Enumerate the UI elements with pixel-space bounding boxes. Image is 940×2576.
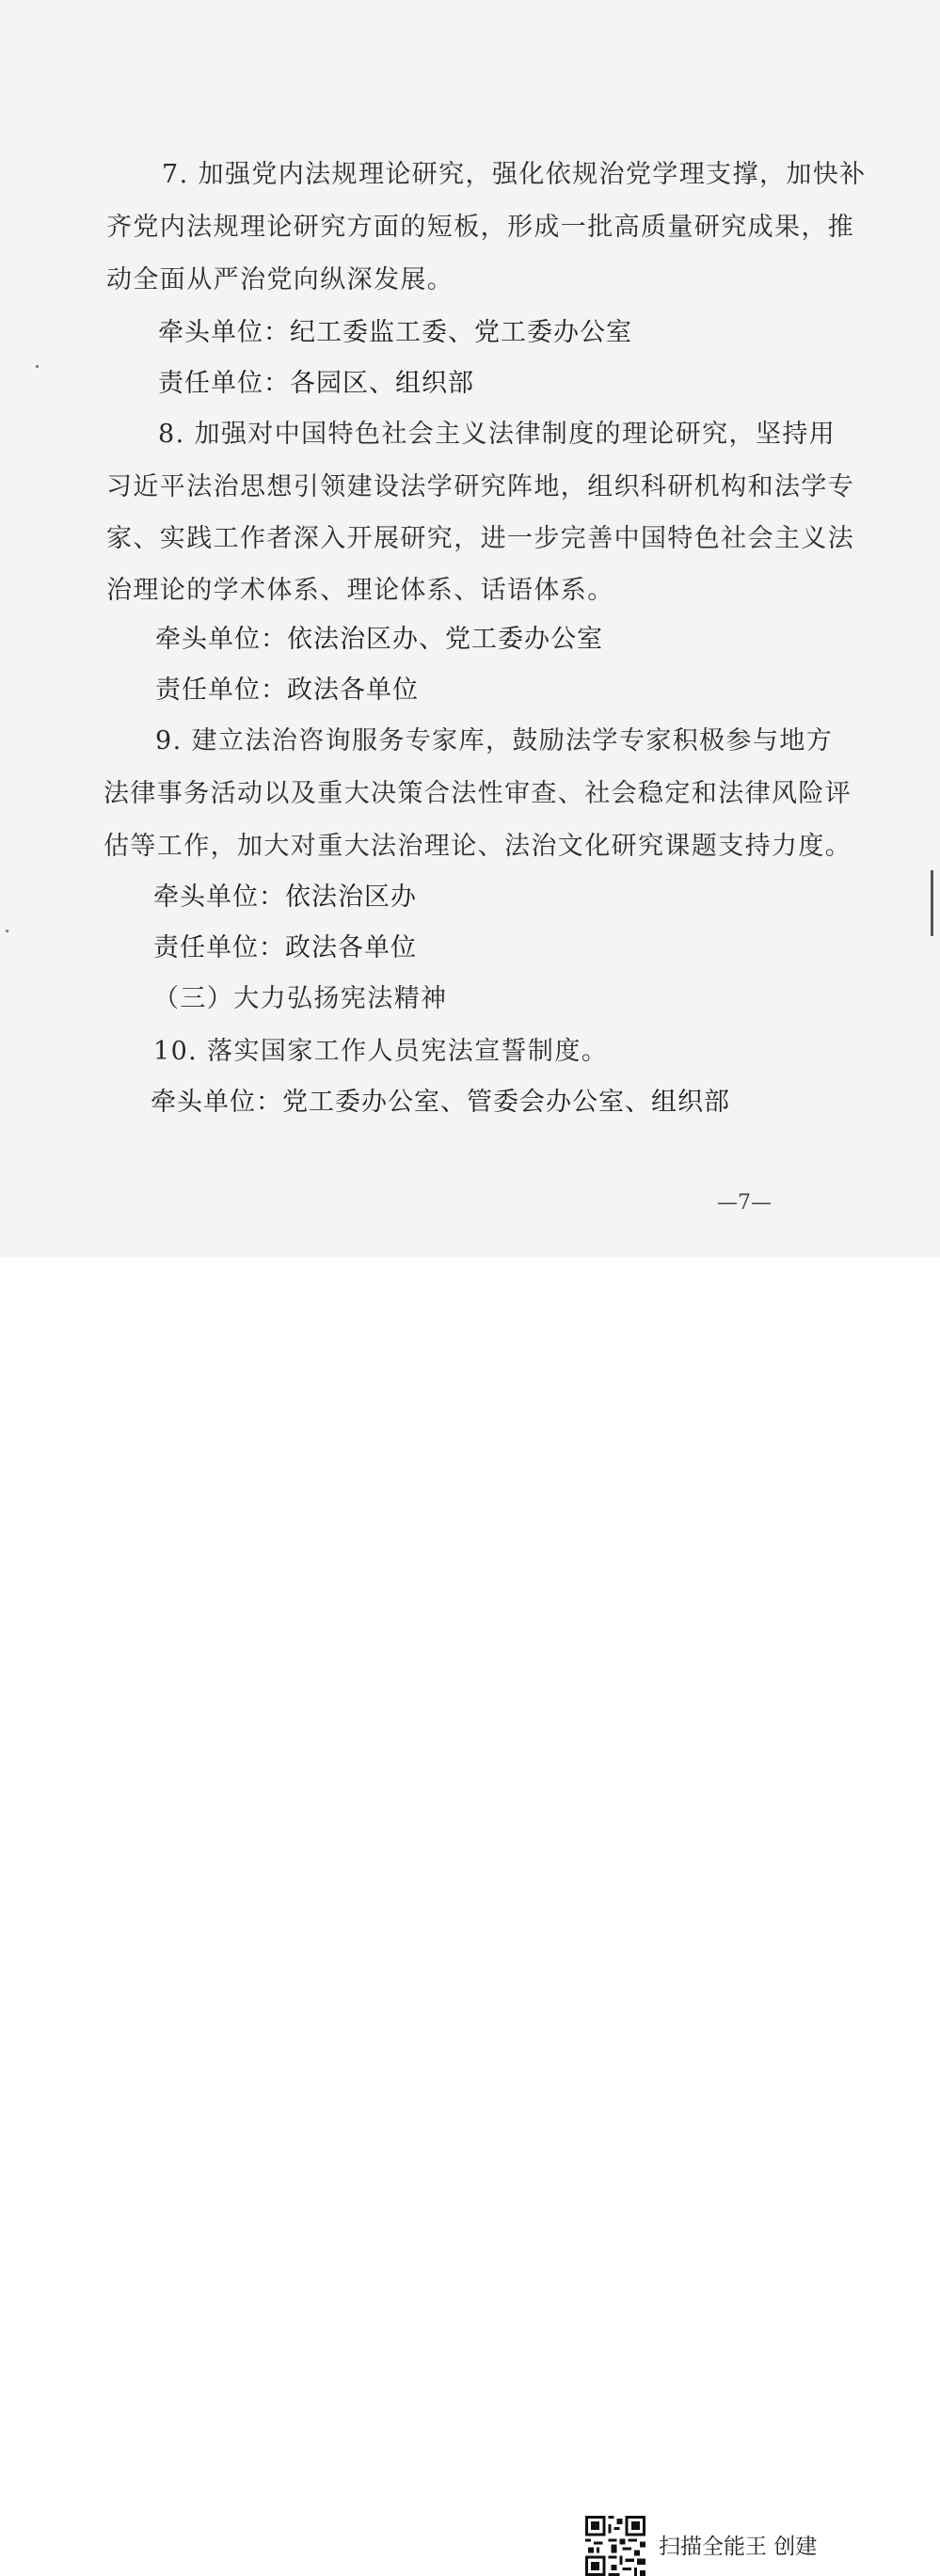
- paragraph-8-line-2: 习近平法治思想引领建设法学研究阵地，组织科研机构和法学专: [106, 472, 855, 501]
- responsible-unit-9: 责任单位：政法各单位: [153, 933, 417, 962]
- paragraph-9-line-1: 9. 建立法治咨询服务专家库，鼓励法学专家积极参与地方: [155, 726, 834, 755]
- document-body: [0, 0, 940, 1257]
- paragraph-7-line-1: 7. 加强党内法规理论研究，强化依规治党学理支撑，加快补: [162, 160, 867, 189]
- paragraph-7-line-3: 动全面从严治党向纵深发展。: [106, 265, 454, 294]
- paragraph-9-line-3: 估等工作，加大对重大法治理论、法治文化研究课题支持力度。: [104, 832, 852, 861]
- paragraph-8-line-4: 治理论的学术体系、理论体系、话语体系。: [106, 576, 614, 605]
- scanner-footer: [0, 1257, 940, 2559]
- responsible-unit-7: 责任单位：各园区、组织部: [158, 369, 474, 398]
- lead-unit-8: 牵头单位：依法治区办、党工委办公室: [155, 625, 603, 654]
- paragraph-9-line-2: 法律事务活动以及重大决策合法性审查、社会稳定和法律风险评: [104, 779, 852, 808]
- paragraph-10-line-1: 10. 落实国家工作人员宪法宣誓制度。: [153, 1037, 609, 1066]
- paragraph-8-line-1: 8. 加强对中国特色社会主义法律制度的理论研究，坚持用: [158, 420, 836, 449]
- paragraph-7-line-2: 齐党内法规理论研究方面的短板，形成一批高质量研究成果，推: [106, 213, 855, 242]
- section-heading-3: （三）大力弘扬宪法精神: [153, 984, 448, 1013]
- lead-unit-7: 牵头单位：纪工委监工委、党工委办公室: [158, 318, 632, 347]
- lead-unit-9: 牵头单位：依法治区办: [153, 883, 417, 912]
- page-number: —7—: [717, 1191, 772, 1215]
- qr-code-icon: [585, 2516, 645, 2576]
- lead-unit-10: 牵头单位：党工委办公室、管委会办公室、组织部: [151, 1088, 730, 1117]
- scan-artifact-dot: [6, 930, 8, 932]
- scanner-watermark-text: 扫描全能王 创建: [659, 2535, 818, 2559]
- responsible-unit-8: 责任单位：政法各单位: [155, 676, 419, 705]
- scan-artifact-mark: [931, 870, 933, 936]
- scan-artifact-dot: [36, 365, 39, 368]
- scanned-page: [0, 0, 940, 1257]
- paragraph-8-line-3: 家、实践工作者深入开展研究，进一步完善中国特色社会主义法: [106, 524, 855, 553]
